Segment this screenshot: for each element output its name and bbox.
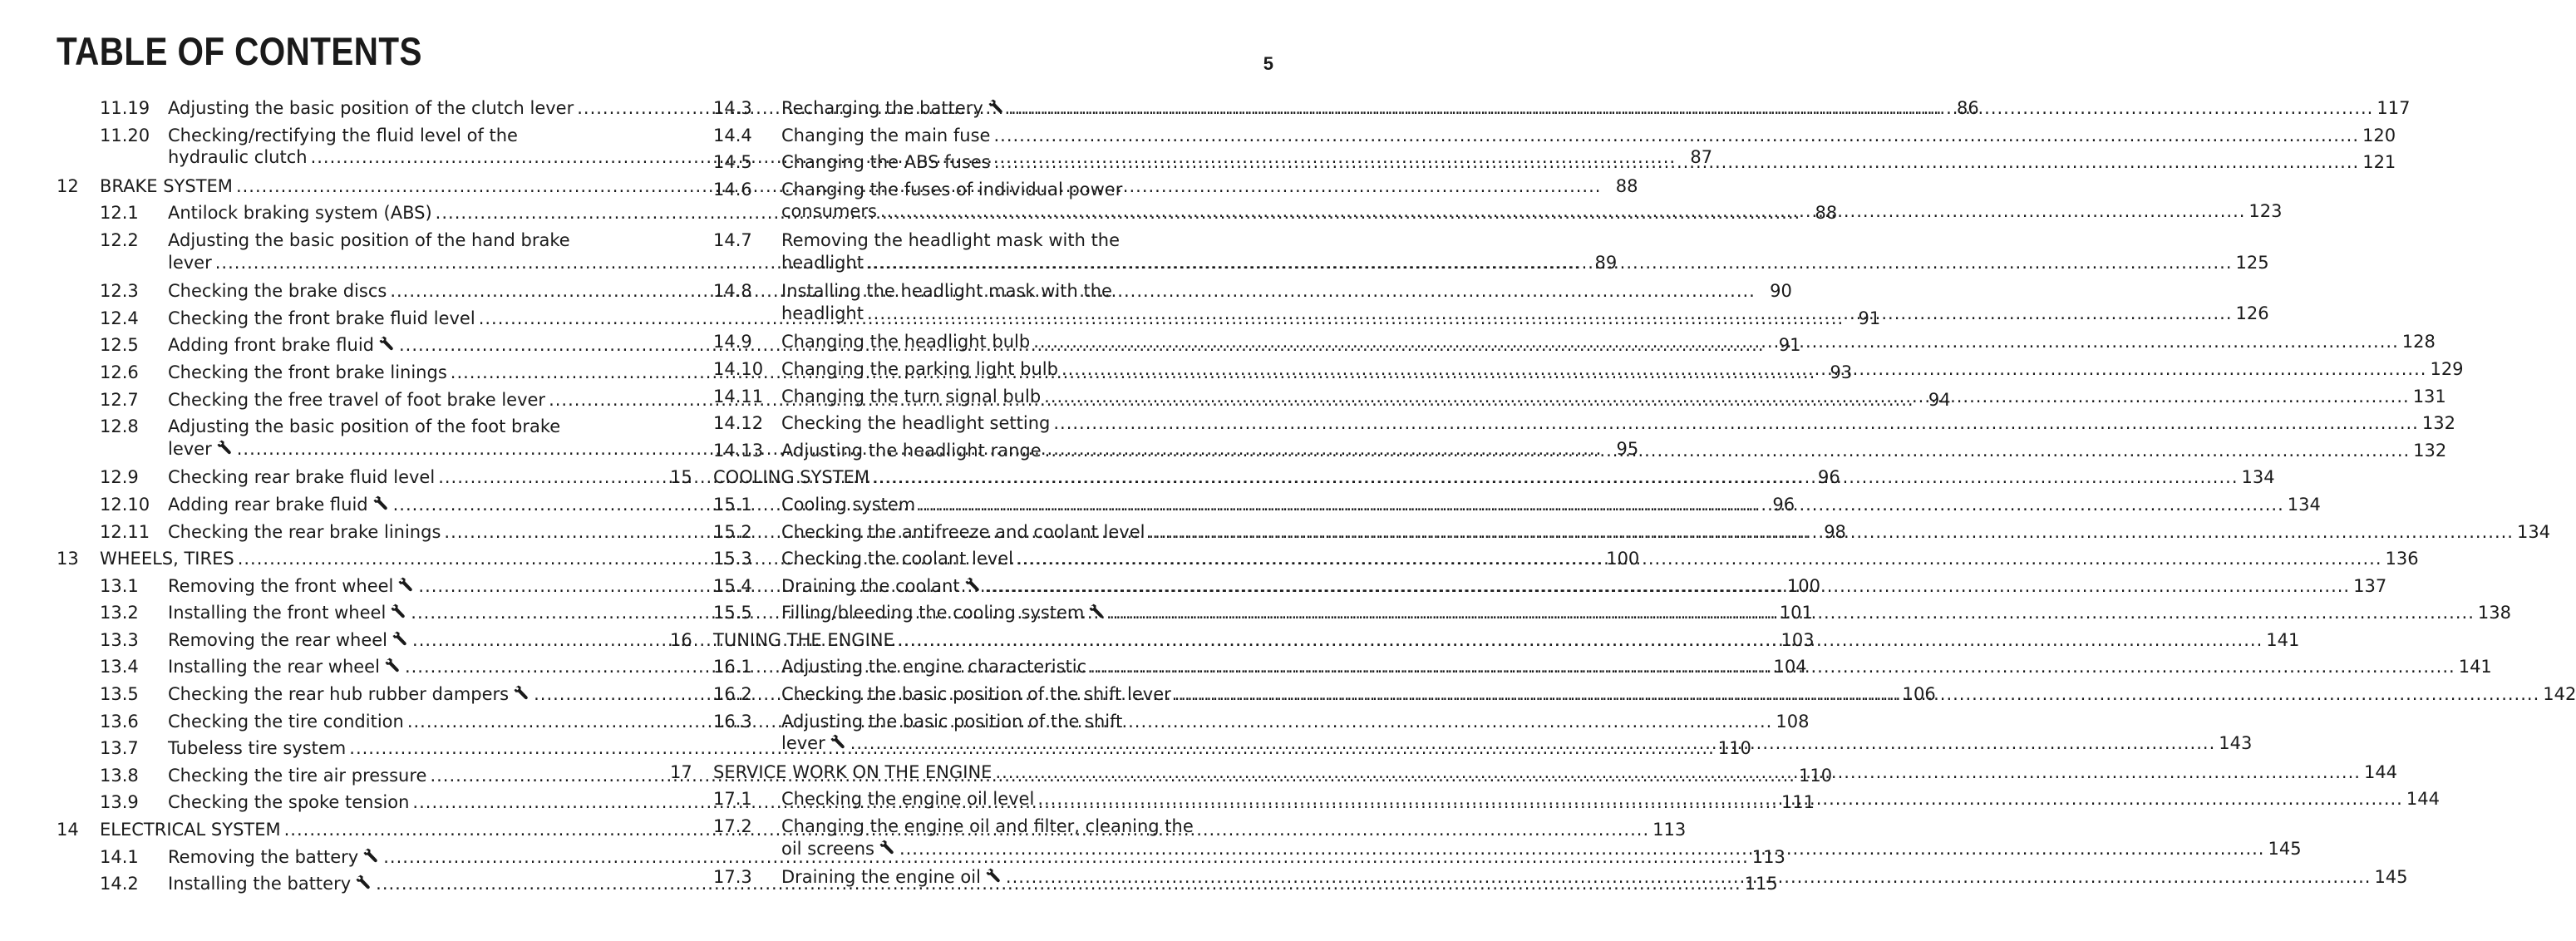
wrench-icon bbox=[385, 653, 401, 668]
entry-number: 12.8 bbox=[100, 416, 139, 437]
entry-title-continued: consumers bbox=[781, 201, 877, 222]
dot-leader bbox=[1044, 383, 2410, 411]
entry-number: 13.9 bbox=[100, 792, 139, 813]
entry-number: 14.10 bbox=[713, 358, 764, 379]
entry-title-continued: lever bbox=[168, 252, 212, 273]
entry-number: 12.3 bbox=[100, 281, 139, 302]
wrench-icon bbox=[988, 95, 1005, 110]
entry-title: Adding rear brake fluid bbox=[168, 494, 368, 515]
entry-title: Checking/rectifying the fluid level of the bbox=[168, 125, 518, 145]
entry-page-number[interactable]: 120 bbox=[2362, 125, 2396, 145]
toc-line bbox=[57, 413, 635, 437]
wrench-icon bbox=[373, 491, 390, 506]
entry-title: Adjusting the basic position of the clutch lever bbox=[168, 98, 574, 118]
entry-title: Removing the battery bbox=[168, 846, 359, 867]
entry-number: 14.9 bbox=[713, 332, 752, 352]
entry-title: Tubeless tire system bbox=[168, 738, 347, 759]
wrench-icon bbox=[830, 732, 847, 746]
toc-entry[interactable] bbox=[670, 122, 2396, 150]
dot-leader bbox=[850, 732, 2216, 756]
entry-title-continued: oil screens bbox=[781, 838, 874, 859]
entry-number: 14.3 bbox=[713, 98, 752, 118]
entry-title: Checking the tire condition bbox=[168, 711, 404, 732]
entry-number: 12.2 bbox=[100, 229, 139, 250]
dot-leader bbox=[1061, 356, 2427, 383]
entry-title: Removing the front wheel bbox=[168, 575, 394, 596]
entry-title-continued: lever bbox=[168, 438, 212, 459]
dot-leader bbox=[867, 251, 2233, 275]
entry-number: 14 bbox=[57, 820, 79, 840]
dot-leader bbox=[1037, 786, 2403, 813]
entry-number: 14.11 bbox=[713, 386, 764, 406]
entry-number: 11.19 bbox=[100, 98, 150, 118]
dot-leader bbox=[873, 464, 2239, 491]
entry-title: Adjusting the basic position of the hand brake bbox=[168, 229, 570, 250]
entry-title: Changing the ABS fuses bbox=[781, 152, 991, 173]
entry-title: Changing the engine oil and filter, cleaning the bbox=[781, 816, 1194, 837]
entry-title: Checking the coolant level bbox=[781, 549, 1013, 569]
entry-number: 15.5 bbox=[713, 603, 752, 623]
wrench-icon bbox=[1089, 599, 1106, 614]
entry-number: 17.1 bbox=[713, 789, 752, 810]
entry-page-number[interactable]: 136 bbox=[2385, 549, 2419, 569]
entry-number: 14.8 bbox=[713, 281, 752, 302]
entry-number: 17 bbox=[670, 761, 692, 782]
dot-leader bbox=[995, 759, 2361, 786]
toc-line bbox=[670, 708, 1247, 732]
entry-page-number[interactable]: 123 bbox=[2248, 201, 2283, 222]
wrench-icon bbox=[363, 844, 380, 859]
entry-title: Draining the engine oil bbox=[781, 867, 981, 888]
entry-number: 17.2 bbox=[713, 816, 752, 837]
entry-page-number[interactable]: 144 bbox=[2406, 789, 2440, 810]
entry-number: 11.20 bbox=[100, 125, 150, 145]
entry-title: Checking the headlight setting bbox=[781, 413, 1051, 434]
wrench-icon bbox=[217, 437, 234, 452]
entry-page-number[interactable]: 88 bbox=[1615, 175, 1638, 196]
entry-title-continued: headlight bbox=[781, 303, 864, 323]
entry-page-number[interactable]: 96 bbox=[1817, 467, 1840, 488]
entry-number: 16.3 bbox=[713, 711, 752, 732]
entry-number: 13 bbox=[57, 549, 79, 569]
entry-number: 14.1 bbox=[100, 846, 139, 867]
entry-page-number[interactable]: 94 bbox=[1928, 389, 1951, 410]
entry-title: Checking the front brake linings bbox=[168, 362, 447, 382]
entry-title: Checking rear brake fluid level bbox=[168, 467, 436, 488]
entry-number: 13.6 bbox=[100, 711, 139, 732]
entry-title: Checking the rear hub rubber dampers bbox=[168, 684, 510, 705]
entry-page-number[interactable]: 111 bbox=[1781, 792, 1815, 813]
toc-line bbox=[670, 227, 1247, 251]
entry-page-number[interactable]: 89 bbox=[1594, 252, 1618, 273]
entry-page-number[interactable]: 128 bbox=[2401, 332, 2436, 352]
entry-title: Checking the spoke tension bbox=[168, 792, 410, 813]
entry-page-number[interactable]: 110 bbox=[1798, 765, 1833, 786]
entry-page-number[interactable]: 101 bbox=[1779, 603, 1813, 623]
toc-line bbox=[670, 122, 2396, 150]
page-number: 5 bbox=[1263, 53, 1273, 74]
entry-title: Installing the battery bbox=[168, 874, 352, 894]
entry-number: 14.2 bbox=[100, 874, 139, 894]
entry-number: 14.7 bbox=[713, 229, 752, 250]
entry-page-number[interactable]: 143 bbox=[2219, 733, 2253, 754]
entry-page-number[interactable]: 106 bbox=[1902, 684, 1936, 705]
dot-leader bbox=[985, 573, 2351, 600]
wrench-icon bbox=[879, 837, 896, 852]
entry-number: 13.4 bbox=[100, 657, 139, 677]
entry-page-number[interactable]: 138 bbox=[2477, 603, 2511, 623]
entry-title: Checking the front brake fluid level bbox=[168, 308, 475, 328]
entry-number: 14.13 bbox=[713, 440, 764, 461]
dot-leader bbox=[1053, 410, 2419, 437]
entry-number: 16 bbox=[670, 629, 692, 650]
entry-page-number[interactable]: 132 bbox=[2421, 413, 2455, 434]
dot-leader bbox=[880, 200, 2246, 224]
entry-title: Changing the parking light bulb bbox=[781, 358, 1058, 379]
entry-title: Filling/bleeding the cooling system bbox=[781, 603, 1085, 623]
entry-number: 12.9 bbox=[100, 467, 139, 488]
entry-number: 13.3 bbox=[100, 629, 139, 650]
dot-leader bbox=[993, 122, 2359, 150]
dot-leader bbox=[1045, 437, 2411, 465]
toc-entry[interactable] bbox=[670, 410, 2455, 437]
entry-page-number[interactable]: 141 bbox=[2266, 629, 2300, 650]
entry-title: Adjusting the basic position of the shift bbox=[781, 711, 1123, 732]
entry-number: 12.1 bbox=[100, 203, 139, 224]
entry-page-number[interactable]: 113 bbox=[1751, 846, 1785, 867]
entry-title: Adjusting the engine characteristic bbox=[781, 657, 1087, 677]
entry-title: Checking the rear brake linings bbox=[168, 521, 441, 542]
entry-number: 14.4 bbox=[713, 125, 752, 145]
entry-number: 14.12 bbox=[713, 413, 764, 434]
entry-number: 14.6 bbox=[713, 179, 752, 200]
entry-title: Recharging the battery bbox=[781, 98, 983, 118]
entry-page-number[interactable]: 125 bbox=[2235, 252, 2269, 273]
dot-leader bbox=[1006, 864, 2372, 891]
entry-title: Adding front brake fluid bbox=[168, 335, 374, 356]
entry-page-number[interactable]: 91 bbox=[1858, 308, 1881, 328]
entry-page-number[interactable]: 96 bbox=[1772, 494, 1795, 515]
wrench-icon bbox=[398, 573, 415, 588]
entry-page-number[interactable]: 126 bbox=[2235, 303, 2269, 323]
entry-title: Installing the headlight mask with the bbox=[781, 281, 1112, 302]
entry-number: 15 bbox=[670, 467, 692, 488]
entry-title: COOLING SYSTEM bbox=[713, 467, 869, 488]
toc-line bbox=[57, 227, 635, 251]
entry-page-number[interactable]: 103 bbox=[1781, 629, 1815, 650]
dot-leader bbox=[1017, 545, 2382, 573]
entry-page-number[interactable]: 117 bbox=[2377, 98, 2411, 118]
dot-leader bbox=[867, 302, 2233, 326]
entry-page-number[interactable]: 144 bbox=[2363, 761, 2398, 782]
entry-page-number[interactable]: 113 bbox=[1652, 820, 1687, 840]
entry-page-number[interactable]: 134 bbox=[2241, 467, 2275, 488]
entry-number: 12.10 bbox=[100, 494, 150, 515]
entry-title: Checking the basic position of the shift lever bbox=[781, 684, 1171, 705]
entry-title: BRAKE SYSTEM bbox=[100, 175, 233, 196]
entry-title: Checking the antifreeze and coolant level bbox=[781, 521, 1145, 542]
entry-page-number[interactable]: 100 bbox=[1606, 549, 1640, 569]
wrench-icon bbox=[356, 870, 372, 885]
entry-page-number[interactable]: 141 bbox=[2458, 657, 2492, 677]
entry-number: 15.4 bbox=[713, 575, 752, 596]
entry-title: Checking the free travel of foot brake lever bbox=[168, 389, 546, 410]
entry-number: 12.5 bbox=[100, 335, 139, 356]
wrench-icon bbox=[392, 627, 409, 642]
entry-title: Removing the rear wheel bbox=[168, 629, 388, 650]
dot-leader bbox=[1090, 653, 2455, 681]
entry-title: Removing the headlight mask with the bbox=[781, 229, 1121, 250]
entry-number: 17.3 bbox=[713, 867, 752, 888]
toc-line bbox=[670, 410, 2455, 437]
entry-number: 12.7 bbox=[100, 389, 139, 410]
entry-page-number[interactable]: 88 bbox=[1815, 203, 1838, 224]
entry-page-number[interactable]: 134 bbox=[2516, 521, 2551, 542]
entry-title: Checking the brake discs bbox=[168, 281, 387, 302]
entry-title-continued: hydraulic clutch bbox=[168, 147, 308, 168]
entry-title: Antilock braking system (ABS) bbox=[168, 203, 432, 224]
dot-leader bbox=[1033, 328, 2399, 356]
wrench-icon bbox=[379, 332, 396, 347]
dot-leader bbox=[1175, 681, 2540, 708]
entry-number: 13.7 bbox=[100, 738, 139, 759]
entry-title: Changing the headlight bulb bbox=[781, 332, 1031, 352]
entry-page-number[interactable]: 91 bbox=[1778, 335, 1801, 356]
entry-number: 16.2 bbox=[713, 684, 752, 705]
entry-page-number[interactable]: 142 bbox=[2543, 684, 2576, 705]
entry-number: 15.3 bbox=[713, 549, 752, 569]
entry-number: 13.5 bbox=[100, 684, 139, 705]
entry-title-continued: lever bbox=[781, 733, 825, 754]
entry-number: 12.4 bbox=[100, 308, 139, 328]
wrench-icon bbox=[965, 573, 982, 588]
entry-page-number[interactable]: 108 bbox=[1776, 711, 1810, 732]
entry-title-continued: headlight bbox=[781, 252, 864, 273]
entry-page-number[interactable]: 132 bbox=[2413, 440, 2447, 461]
entry-page-number[interactable]: 93 bbox=[1830, 362, 1853, 382]
entry-title: Draining the coolant bbox=[781, 575, 960, 596]
entry-title: TUNING THE ENGINE bbox=[713, 629, 894, 650]
entry-page-number[interactable]: 145 bbox=[2268, 838, 2302, 859]
dot-leader bbox=[994, 149, 2360, 176]
entry-page-number[interactable]: 110 bbox=[1717, 738, 1751, 759]
entry-title: Cooling system bbox=[781, 494, 916, 515]
entry-page-number[interactable]: 121 bbox=[2362, 152, 2396, 173]
entry-title: ELECTRICAL SYSTEM bbox=[100, 820, 281, 840]
wrench-icon bbox=[986, 864, 1002, 879]
wrench-icon bbox=[391, 599, 407, 614]
toc-line bbox=[670, 176, 1247, 200]
entry-title: Checking the engine oil level bbox=[781, 789, 1035, 810]
dot-leader bbox=[898, 627, 2263, 654]
entry-title: Changing the turn signal bulb bbox=[781, 386, 1042, 406]
entry-page-number[interactable]: 86 bbox=[1957, 98, 1979, 118]
entry-page-number[interactable]: 100 bbox=[1786, 575, 1820, 596]
entry-page-number[interactable]: 98 bbox=[1824, 521, 1846, 542]
entry-title: WHEELS, TIRES bbox=[100, 549, 234, 569]
dot-leader bbox=[1148, 519, 2514, 546]
entry-number: 14.5 bbox=[713, 152, 752, 173]
dot-leader bbox=[919, 491, 2284, 519]
entry-title: Installing the front wheel bbox=[168, 603, 387, 623]
toc-line bbox=[670, 278, 1247, 302]
entry-number: 15.1 bbox=[713, 494, 752, 515]
entry-title: Adjusting the basic position of the foot brake bbox=[168, 416, 561, 437]
wrench-icon bbox=[514, 681, 530, 696]
dot-leader bbox=[899, 837, 2265, 861]
entry-page-number[interactable]: 137 bbox=[2353, 575, 2387, 596]
dot-leader bbox=[1109, 599, 2475, 627]
entry-page-number[interactable]: 90 bbox=[1770, 281, 1792, 302]
entry-page-number[interactable]: 129 bbox=[2430, 358, 2464, 379]
entry-number: 12.6 bbox=[100, 362, 139, 382]
entry-page-number[interactable]: 134 bbox=[2287, 494, 2321, 515]
entry-number: 16.1 bbox=[713, 657, 752, 677]
entry-title: SERVICE WORK ON THE ENGINE bbox=[713, 761, 992, 782]
entry-page-number[interactable]: 104 bbox=[1773, 657, 1807, 677]
toc-line bbox=[57, 122, 635, 146]
entry-number: 13.2 bbox=[100, 603, 139, 623]
dot-leader bbox=[1008, 95, 2374, 122]
toc-line bbox=[670, 813, 1247, 837]
entry-number: 15.2 bbox=[713, 521, 752, 542]
page-title: TABLE OF CONTENTS bbox=[57, 29, 422, 73]
entry-page-number[interactable]: 131 bbox=[2412, 386, 2446, 406]
entry-number: 13.1 bbox=[100, 575, 139, 596]
entry-title: Adjusting the headlight range bbox=[781, 440, 1042, 461]
entry-page-number[interactable]: 115 bbox=[1744, 874, 1778, 894]
entry-page-number[interactable]: 145 bbox=[2374, 867, 2408, 888]
entry-number: 13.8 bbox=[100, 765, 139, 786]
entry-title: Installing the rear wheel bbox=[168, 657, 380, 677]
entry-page-number[interactable]: 87 bbox=[1690, 147, 1713, 168]
entry-title: Changing the fuses of individual power bbox=[781, 179, 1123, 200]
entry-number: 12.11 bbox=[100, 521, 150, 542]
entry-number: 12 bbox=[57, 175, 79, 196]
entry-page-number[interactable]: 95 bbox=[1616, 438, 1639, 459]
entry-title: Changing the main fuse bbox=[781, 125, 991, 145]
entry-title: Checking the tire air pressure bbox=[168, 765, 427, 786]
